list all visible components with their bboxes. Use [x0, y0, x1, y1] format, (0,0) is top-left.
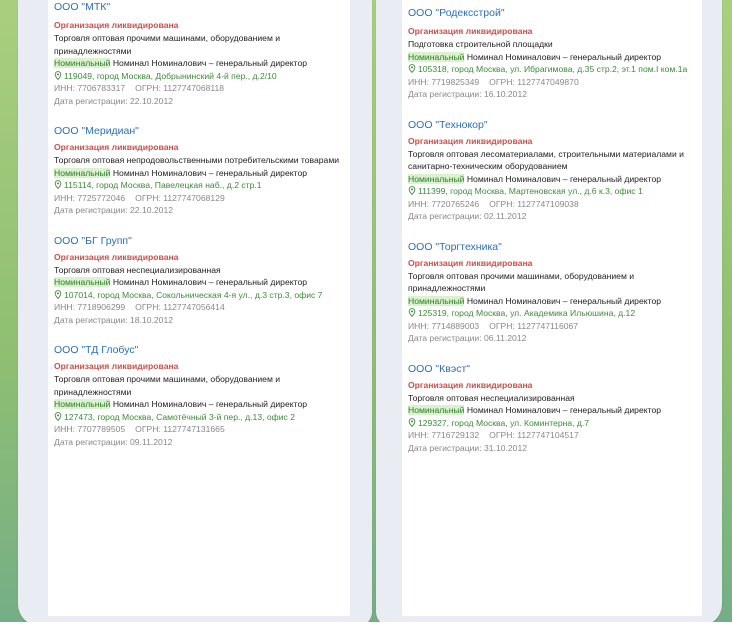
director-tag[interactable]: Номинальный — [54, 58, 111, 68]
location-pin-icon — [408, 186, 416, 195]
company-activity: Торговля оптовая прочими машинами, оборудованием и принадлежностями — [54, 374, 281, 397]
company-name-link[interactable]: ООО "Технокор" — [408, 118, 488, 131]
company-list-right — [402, 0, 702, 616]
location-pin-icon — [54, 290, 62, 299]
inn-value: ИНН: 7716729132 — [408, 430, 480, 440]
company-name-link[interactable]: ООО "Торгтехника" — [408, 240, 502, 253]
company-activity: Торговля оптовая неспециализированная — [408, 392, 575, 403]
inn-value: ИНН: 7720765246 — [408, 198, 480, 209]
address-text: 127473, город Москва, Самотёчный 3-й пер., д.13, офис 2 — [64, 411, 296, 422]
director-tag[interactable]: Номинальный — [408, 51, 465, 62]
location-pin-icon — [408, 64, 416, 73]
company-director — [408, 295, 694, 308]
director-tag[interactable]: Номинальный — [54, 277, 111, 287]
company-ids — [54, 301, 342, 314]
company-address[interactable] — [408, 63, 694, 76]
company-status: Организация ликвидирована — [408, 257, 533, 268]
registration-date: Дата регистрации: 31.10.2012 — [408, 442, 528, 453]
company-name-link[interactable]: ООО "Квэст" — [408, 362, 470, 375]
director-tag[interactable]: Номинальный — [54, 399, 111, 409]
bottom-band — [0, 622, 732, 644]
director-rest: Номинал Номиналович – генеральный директор — [112, 277, 307, 287]
director-rest: Номинал Номиналович – генеральный директор — [466, 51, 661, 62]
inn-value: ИНН: 7718906299 — [54, 302, 126, 312]
company-status: Организация ликвидирована — [408, 26, 533, 36]
company-activity: Торговля оптовая лесоматериалами, строительными материалами и санитарно-техническим оборудованием — [408, 148, 684, 171]
company-director — [54, 276, 342, 289]
company-status: Организация ликвидирована — [54, 251, 179, 262]
company-name-link[interactable]: ООО "ТД Глобус" — [54, 344, 139, 356]
registration-date: Дата регистрации: 09.11.2012 — [54, 436, 173, 447]
company-address[interactable] — [408, 417, 694, 430]
location-pin-icon — [408, 418, 416, 427]
company-director — [54, 57, 342, 70]
director-rest: Номинал Номиналович – генеральный директор — [466, 173, 661, 184]
company-status: Организация ликвидирована — [408, 379, 533, 390]
ogrn-value: ОГРН: 1127747049870 — [489, 76, 579, 87]
inn-value: ИНН: 7707789505 — [54, 424, 126, 434]
company-ids — [408, 198, 694, 211]
address-text: 107014, город Москва, Сокольническая 4-я ул., д.3 стр.3, офис 7 — [64, 289, 323, 300]
director-rest: Номинал Номиналович – генеральный директор — [112, 167, 307, 178]
company-ids — [54, 192, 342, 205]
address-text: 111399, город Москва, Мартеновская ул., д.6 к.3, офис 1 — [418, 186, 643, 196]
company-address[interactable] — [54, 411, 342, 424]
company-entry — [402, 6, 702, 101]
location-pin-icon — [54, 180, 62, 189]
company-address[interactable] — [54, 70, 342, 83]
company-ids — [54, 423, 342, 436]
company-director — [54, 398, 342, 411]
ogrn-value: ОГРН: 1127747131665 — [135, 424, 225, 434]
location-pin-icon — [54, 71, 62, 80]
company-activity: Торговля оптовая прочими машинами, оборудованием и принадлежностями — [408, 270, 635, 293]
company-entry — [48, 124, 350, 217]
company-status: Организация ликвидирована — [54, 361, 179, 371]
company-name-link[interactable]: ООО "Родексстрой" — [408, 7, 505, 19]
inn-value: ИНН: 7706783317 — [54, 83, 126, 93]
company-entry — [402, 118, 702, 223]
address-text: 115114, город Москва, Павелецкая наб., д.2 стр.1 — [64, 180, 262, 190]
company-entry — [402, 240, 702, 345]
company-activity: Торговля оптовая неспециализированная — [54, 264, 221, 275]
company-ids — [408, 429, 694, 442]
company-entry — [48, 0, 350, 107]
director-rest: Номинал Номиналович – генеральный директор — [112, 58, 307, 68]
company-entry — [48, 234, 350, 327]
company-status: Организация ликвидирована — [54, 20, 179, 30]
director-tag[interactable]: Номинальный — [408, 173, 465, 184]
registration-date: Дата регистрации: 16.10.2012 — [408, 89, 528, 99]
registration-date: Дата регистрации: 18.10.2012 — [54, 314, 174, 325]
company-activity: Торговля оптовая прочими машинами, оборудованием и принадлежностями — [54, 33, 281, 56]
inn-value: ИНН: 7714889003 — [408, 320, 480, 331]
ogrn-value: ОГРН: 1127747116067 — [489, 320, 579, 331]
director-tag[interactable]: Номинальный — [54, 167, 111, 178]
director-tag[interactable]: Номинальный — [408, 405, 465, 415]
company-name-link[interactable]: ООО "БГ Групп" — [54, 234, 132, 247]
message-bubble-right — [376, 0, 722, 626]
company-director — [408, 404, 694, 417]
company-entry — [48, 343, 350, 448]
director-rest: Номинал Номиналович – генеральный директор — [112, 399, 307, 409]
company-address[interactable] — [54, 289, 342, 302]
company-name-link[interactable]: ООО "Меридиан" — [54, 125, 139, 137]
company-name-link[interactable]: ООО "МТК" — [54, 1, 111, 13]
director-tag[interactable]: Номинальный — [408, 295, 465, 306]
message-bubble-left — [18, 0, 372, 626]
company-address[interactable] — [54, 179, 342, 192]
company-activity: Торговля оптовая непродовольственными потребительскими товарами — [54, 155, 340, 165]
address-text: 119049, город Москва, Добрынинский 4-й пер., д.2/10 — [64, 70, 277, 81]
company-ids — [54, 82, 342, 95]
company-status: Организация ликвидирована — [408, 135, 533, 146]
address-text: 105318, город Москва, ул. Ибрагимова, д.35 стр.2, эт.1 пом.I ком.1а — [418, 64, 688, 74]
company-address[interactable] — [408, 307, 694, 320]
director-rest: Номинал Номиналович – генеральный директор — [466, 405, 661, 415]
registration-date: Дата регистрации: 02.11.2012 — [408, 211, 527, 221]
registration-date: Дата регистрации: 06.11.2012 — [408, 333, 527, 343]
location-pin-icon — [408, 308, 416, 317]
company-address[interactable] — [408, 185, 694, 198]
registration-date: Дата регистрации: 22.10.2012 — [54, 205, 174, 215]
company-entry — [402, 362, 702, 455]
company-ids — [408, 76, 694, 89]
company-director — [408, 173, 694, 186]
ogrn-value: ОГРН: 1127747068129 — [135, 192, 225, 203]
company-ids — [408, 320, 694, 333]
registration-date: Дата регистрации: 22.10.2012 — [54, 95, 174, 106]
company-director — [408, 51, 694, 64]
ogrn-value: ОГРН: 1127747109038 — [489, 198, 579, 209]
director-rest: Номинал Номиналович – генеральный директор — [466, 295, 661, 306]
address-text: 129327, город Москва, ул. Коминтерна, д.7 — [418, 417, 590, 428]
inn-value: ИНН: 7725772046 — [54, 192, 126, 203]
ogrn-value: ОГРН: 1127747056414 — [135, 302, 225, 312]
company-activity: Подготовка строительной площадки — [408, 39, 553, 49]
company-list-left — [48, 0, 350, 616]
location-pin-icon — [54, 412, 62, 421]
address-text: 125319, город Москва, ул. Академика Ильюшина, д.12 — [418, 308, 636, 318]
inn-value: ИНН: 7719825349 — [408, 76, 480, 87]
ogrn-value: ОГРН: 1127747104517 — [489, 430, 579, 440]
company-director — [54, 167, 342, 180]
ogrn-value: ОГРН: 1127747068118 — [135, 83, 225, 93]
company-status: Организация ликвидирована — [54, 142, 179, 152]
